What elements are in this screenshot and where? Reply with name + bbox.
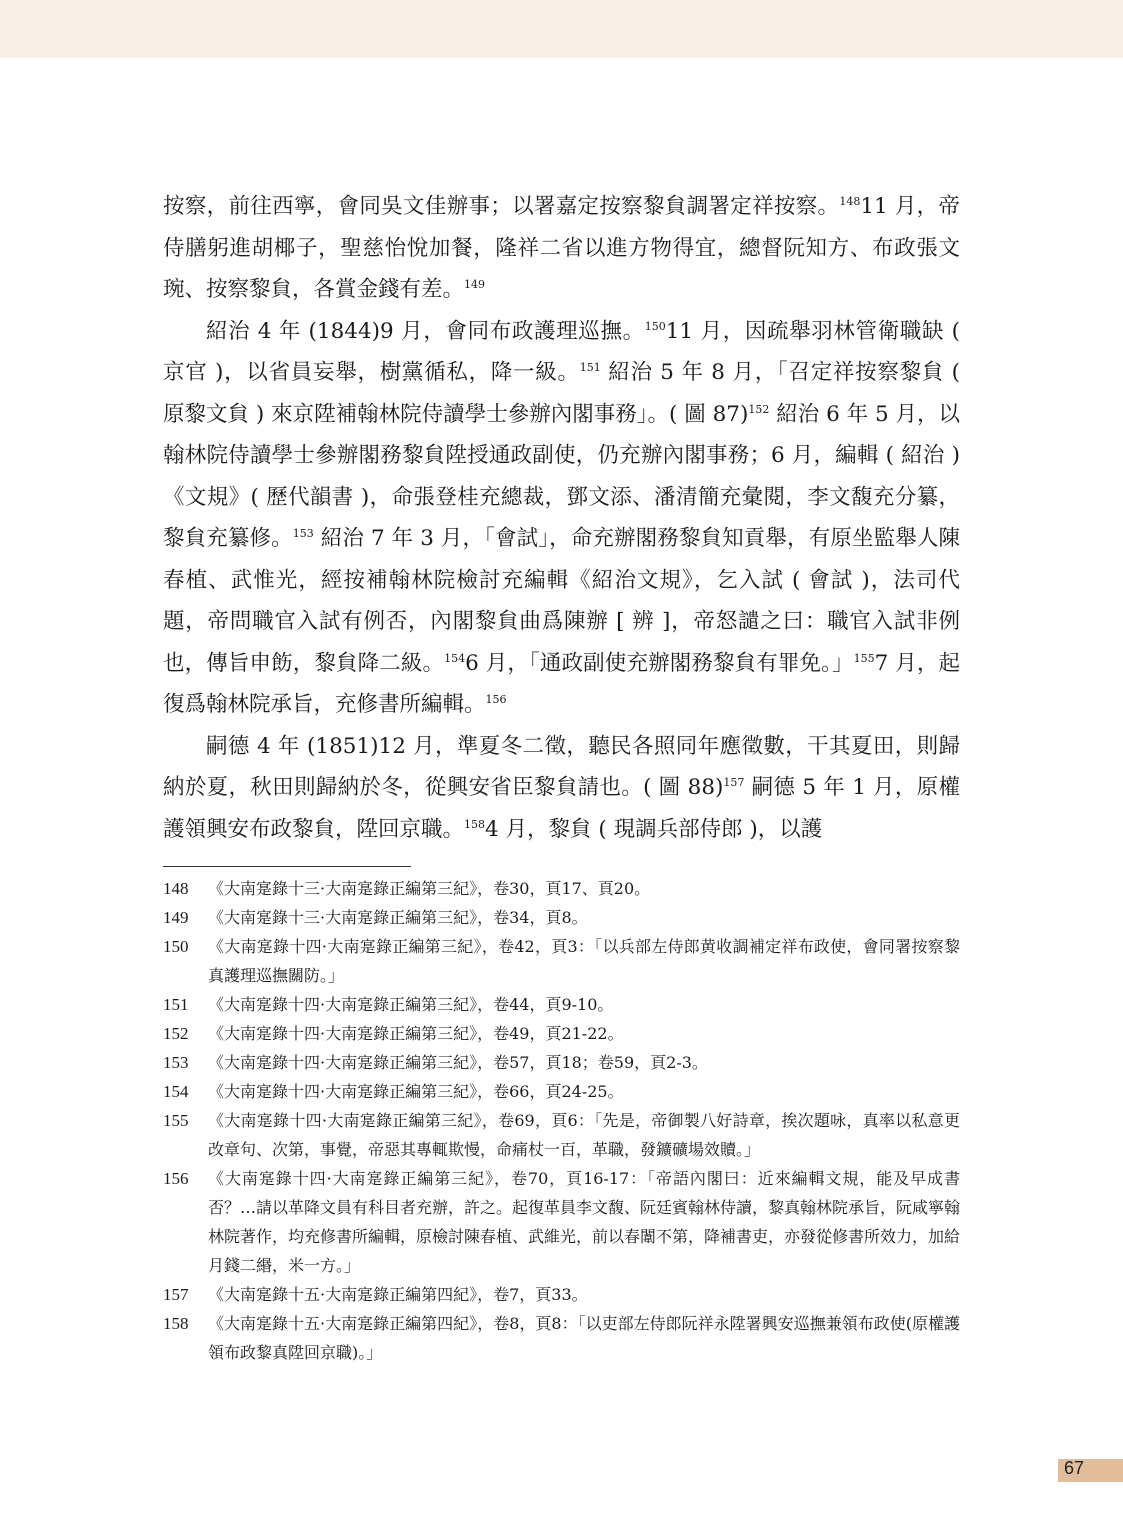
footnote-text: 《大南寔錄十三·大南寔錄正編第三紀》，卷34，頁8。 — [208, 908, 588, 927]
footnote-text: 《大南寔錄十五·大南寔錄正編第四紀》，卷8，頁8：「以吏部左侍郎阮祥永陞署興安巡撫兼領布政使(原權護領布政黎真陞回京職)。」 — [208, 1314, 960, 1362]
footnote-item — [163, 1077, 960, 1106]
footnote-item — [163, 1309, 960, 1367]
paragraph-1: 按察，前往西寧，會同吳文佳辦事；以署嘉定按察黎貟調署定祥按察。$^{148}$11 月，帝侍膳躬進胡椰子，聖慈怡悅加餐，隆祥二省以進方物得宜，總督阮知方、布政張文琬、按察黎貟，各賞金錢有差。$^{149}$ — [163, 194, 960, 302]
footnote-ref[interactable]: 148 — [839, 194, 861, 208]
footnote-text: 《大南寔錄十三·大南寔錄正編第三紀》，卷30，頁17、頁20。 — [208, 879, 651, 898]
footnote-item — [163, 1280, 960, 1309]
footnote-number: 157 — [163, 1285, 189, 1304]
footnote-item — [163, 990, 960, 1019]
footnote-item — [163, 1164, 960, 1280]
footnote-number: 149 — [163, 908, 189, 927]
footnote-item — [163, 874, 960, 903]
footnote-text: 《大南寔錄十四·大南寔錄正編第三紀》，卷70，頁16-17：「帝語內閣曰：近來編輯文規，能及早成書否？…請以革降文員有科目者充辦，許之。起復革員李文馥、阮廷賓翰林侍讀，黎真翰林院承旨，阮咸寧翰林院著作，均充修書所編輯，原檢討陳春植、武維光，前以春闈不第，降補書吏，亦發從修書所效力，加給月錢二緡，米一方。」 — [208, 1169, 961, 1275]
body-text — [163, 186, 960, 850]
footnote-number: 152 — [163, 1024, 189, 1043]
footnote-number: 148 — [163, 879, 189, 898]
footnote-ref[interactable]: 157 — [723, 775, 745, 789]
footnote-text: 《大南寔錄十四·大南寔錄正編第三紀》，卷57，頁18；卷59，頁2-3。 — [208, 1053, 708, 1072]
footnote-ref[interactable]: 152 — [748, 402, 770, 416]
footnote-item — [163, 903, 960, 932]
footnote-ref[interactable]: 150 — [644, 319, 666, 333]
paragraph-3: 嗣德 4 年 (1851)12 月，準夏冬二徵，聽民各照同年應徵數，干其夏田，則歸納於夏，秋田則歸納於冬，從興安省臣黎貟請也。( 圖 88)$^{157}$ 嗣德 5 年 1 月，原權護領興安布政黎貟，陞回京職。$^{158}$4 月，黎貟 ( 現調兵部侍郎 )，以護 — [163, 733, 960, 842]
footnote-ref[interactable]: 153 — [292, 526, 314, 540]
footnote-number: 150 — [163, 937, 189, 956]
footnote-item — [163, 932, 960, 990]
footnote-number: 154 — [163, 1082, 189, 1101]
footnote-ref[interactable]: 158 — [464, 817, 486, 831]
footnote-divider — [163, 866, 411, 867]
footnote-number: 156 — [163, 1169, 189, 1188]
footnote-item — [163, 1106, 960, 1164]
top-band — [0, 0, 1123, 58]
footnote-number: 155 — [163, 1111, 189, 1130]
footnote-text: 《大南寔錄十四·大南寔錄正編第三紀》，卷66，頁24-25。 — [208, 1082, 624, 1101]
footnote-item — [163, 1048, 960, 1077]
footnote-number: 151 — [163, 995, 189, 1014]
footnote-ref[interactable]: 151 — [579, 360, 601, 374]
footnote-text: 《大南寔錄十四·大南寔錄正編第三紀》，卷69，頁6：「先是，帝御製八好詩章，挨次題咏，真率以私意更改章句、次第，事覺，帝惡其專輒欺慢，命痛杖一百，革職，發鑛礦場效贖。」 — [208, 1111, 960, 1159]
footnote-ref[interactable]: 155 — [853, 651, 875, 665]
footnote-ref[interactable]: 149 — [464, 277, 486, 291]
footnote-item — [163, 1019, 960, 1048]
footnote-number: 158 — [163, 1314, 189, 1333]
paragraph-2: 紹治 4 年 (1844)9 月，會同布政護理巡撫。$^{150}$11 月，因疏舉羽林管衛職缺 ( 京官 )，以省員妄舉，樹黨循私，降一級。$^{151}$ 紹治 5 年 8 月，「召定祥按察黎貟 ( 原黎文貟 ) 來京陞補翰林院侍讀學士參辦內閣事務」。( 圖 87)$^{152}$ 紹治 6 年 5 月，以翰林院侍讀學士參辦閣務黎貟陞授通政副使，仍充辦內閣事務；6 月，編輯 ( 紹治 )《文規》( 歷代韻書 )，命張登桂充總裁，鄧文添、潘清簡充彙閱，李文馥充分纂，黎貟充纂修。$^{153}$ 紹治 7 年 3 月，「會試」，命充辦閣務黎貟知貢舉，有原坐監舉人陳春植、武惟光，經按補翰林院檢討充編輯《紹治文規》，乞入試 ( 會試 )，法司代題，帝問職官入試有例否，內閣黎貟曲爲陳辦 [ 辨 ]，帝怒譴之曰：職官入試非例也，傳旨申飭，黎貟降二級。$^{154}$6 月，「通政副使充辦閣務黎貟有罪免。」$^{155}$7 月，起復爲翰林院承旨，充修書所編輯。$^{156}$ — [163, 318, 960, 717]
footnote-text: 《大南寔錄十四·大南寔錄正編第三紀》，卷49，頁21-22。 — [208, 1024, 624, 1043]
footnote-ref[interactable]: 154 — [444, 651, 466, 665]
footnotes — [163, 874, 960, 1367]
footnote-text: 《大南寔錄十五·大南寔錄正編第四紀》，卷7，頁33。 — [208, 1285, 588, 1304]
footnote-text: 《大南寔錄十四·大南寔錄正編第三紀》，卷42，頁3：「以兵部左侍郎黄收調補定祥布政使，會同署按察黎真護理巡撫關防。」 — [208, 937, 960, 985]
footnote-number: 153 — [163, 1053, 189, 1072]
footnote-text: 《大南寔錄十四·大南寔錄正編第三紀》，卷44，頁9-10。 — [208, 995, 614, 1014]
footnote-ref[interactable]: 156 — [485, 692, 507, 706]
page-number: 67 — [1064, 1458, 1085, 1478]
